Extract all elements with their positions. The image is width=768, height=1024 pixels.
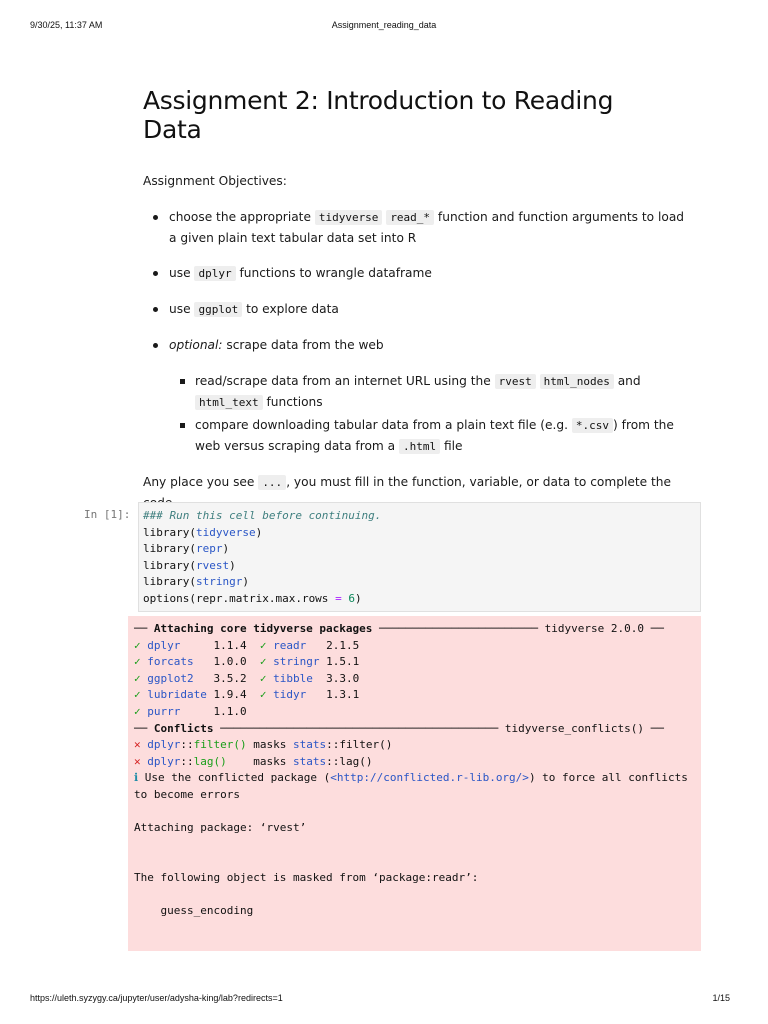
item-text: use [169,266,195,280]
title-line-1: Assignment 2: Introduction to Reading [143,86,614,115]
check-icon: ✓ [134,704,141,718]
code-fn: library [143,558,190,572]
code-comment: ### Run this cell before continuing. [143,509,382,522]
inline-code: tidyverse [315,210,383,225]
item-text: to explore data [242,302,339,316]
check-icon: ✓ [259,688,267,702]
list-item [143,299,688,320]
pkg-name: dplyr [147,738,181,752]
output-blank [134,887,695,904]
output-blank [134,837,695,854]
output-blank [134,804,695,821]
output-text: ── Attaching core tidyverse packages ──────────────────────── [134,622,538,635]
code-line: library(rvest) [143,558,236,572]
inline-code: read_* [386,210,434,225]
objectives-list [143,207,688,457]
objectives-label: Assignment Objectives: [143,174,287,188]
code-text: ) [354,591,362,605]
print-datetime: 9/30/25, 11:37 AM [30,20,103,30]
inline-code: dplyr [194,266,235,281]
print-page-number: 1/15 [712,993,730,1003]
code-text: options(repr.matrix.max.rows [143,591,336,605]
pkg-version: 3.3.0 [319,671,360,685]
output-line [134,621,695,638]
pkg-version: 1.3.1 [319,688,360,702]
output-text: ── Conflicts ────────────────────────────────────────── [134,721,499,735]
fn-name: filter() [193,738,247,752]
code-line: library(stringr) [143,575,249,589]
inline-code: rvest [495,374,536,389]
output-line [134,687,695,704]
code-line: library(tidyverse) [143,525,263,539]
output-blank [134,853,695,870]
pkg-version: 2.1.5 [319,638,360,652]
pkg-version: 1.5.1 [319,655,360,669]
output-text: masks [246,738,293,752]
pkg-name: stats [292,754,327,768]
output-text: tidyverse 2.0.0 ── [537,622,664,635]
output-line [134,721,695,738]
check-icon: ✓ [134,655,141,669]
output-text: Use the conflicted package ( [138,771,331,785]
inline-code: *.csv [572,418,613,433]
code-arg: tidyverse [195,525,256,539]
print-header [30,20,738,32]
code-line: library(repr) [143,542,230,556]
page-title [143,86,688,144]
output-line [134,704,695,721]
output-line [134,770,695,787]
output-line [134,671,695,688]
check-icon: ✓ [134,671,141,685]
output-line: to become errors [134,787,240,801]
pkg-version: 1.1.0 [206,704,247,718]
instruction-text: , you must fill in the function, variable, or data to complete the [286,475,672,489]
output-line: guess_encoding [134,904,254,918]
pkg-version: 1.0.0 [206,655,260,669]
pkg-name: dplyr [147,638,207,652]
title-line-2: Data [143,115,202,144]
item-text: functions to wrangle dataframe [235,266,432,280]
code-arg: repr [195,542,223,556]
info-icon: ℹ [134,771,139,785]
item-text: functions [262,395,323,409]
item-text: use [169,302,195,316]
cell-output-stderr [128,616,701,951]
item-text: ) from the web versus scraping data from a [195,418,674,453]
code-cell[interactable] [138,502,701,612]
pkg-name: lubridate [147,688,207,702]
output-line [134,654,695,671]
list-item [169,415,688,457]
inline-code: ggplot [194,302,242,317]
pkg-name: purrr [147,704,207,718]
sub-objectives-list [169,371,688,457]
cross-icon: ✕ [134,754,141,768]
check-icon: ✓ [134,638,141,652]
output-text: ) to force all conflicts [528,771,688,785]
pkg-name: tidyr [273,688,320,702]
item-text: scrape data from the web [222,338,384,352]
item-emphasis: optional: [169,338,223,352]
output-line: The following object is masked from ‘package:readr’: [134,870,479,884]
item-text: function and function arguments to load a given plain text tabular data set into R [169,210,685,245]
instruction-text: Any place you see [143,475,259,489]
pkg-version: 1.9.4 [206,688,260,702]
print-footer [30,993,738,1005]
pkg-name: stringr [273,655,320,669]
item-text: compare downloading tabular data from a plain text file (e.g. [195,418,572,432]
output-text: tidyverse_conflicts() ── [498,721,664,735]
output-text: masks [226,754,293,768]
print-doc-title: Assignment_reading_data [331,20,437,30]
check-icon: ✓ [259,655,267,669]
pkg-name: ggplot2 [147,671,207,685]
code-fn: library [143,575,190,589]
code-fn: library [143,525,190,539]
fn-name: lag() [339,754,373,768]
list-item [143,207,688,248]
cross-icon: ✕ [134,738,141,752]
notebook-content [143,86,688,513]
conflicted-link[interactable]: <http://conflicted.r-lib.org/> [330,771,529,785]
pkg-name: tibble [273,671,320,685]
item-text: file [440,439,463,453]
code-arg: stringr [195,575,243,589]
code-number: 6 [348,591,355,605]
item-text: read/scrape data from an internet URL using the [195,374,495,388]
pkg-version: 1.1.4 [206,638,260,652]
pkg-name: stats [292,738,327,752]
check-icon: ✓ [134,688,141,702]
print-url: https://uleth.syzygy.ca/jupyter/user/adysha-king/lab?redirects=1 [30,993,283,1003]
pkg-version: 3.5.2 [206,671,260,685]
pkg-name: readr [273,638,320,652]
code-fn: library [143,542,190,556]
list-item [143,335,688,457]
check-icon: ✓ [259,638,267,652]
output-line: ✕ dplyr::lag() masks stats::lag() [134,754,373,768]
pkg-name: dplyr [147,754,181,768]
fn-name: filter() [339,738,393,752]
inline-code: html_nodes [540,374,614,389]
output-line [134,638,695,655]
code-arg: rvest [195,558,230,572]
list-item [143,263,688,284]
inline-code: html_text [195,395,263,410]
fn-name: lag() [193,754,227,768]
cell-prompt: In [1]: [84,508,131,521]
output-line: Attaching package: ‘rvest’ [134,821,307,835]
inline-code: .html [399,439,440,454]
inline-code: ... [258,475,286,490]
pkg-name: forcats [147,655,207,669]
code-line [143,591,696,608]
check-icon: ✓ [259,671,267,685]
item-text: and [613,374,641,388]
list-item [169,371,688,413]
code-operator: = [335,591,342,605]
item-text: choose the appropriate [169,210,315,224]
output-line: ✕ dplyr::filter() masks stats::filter() [134,738,393,752]
